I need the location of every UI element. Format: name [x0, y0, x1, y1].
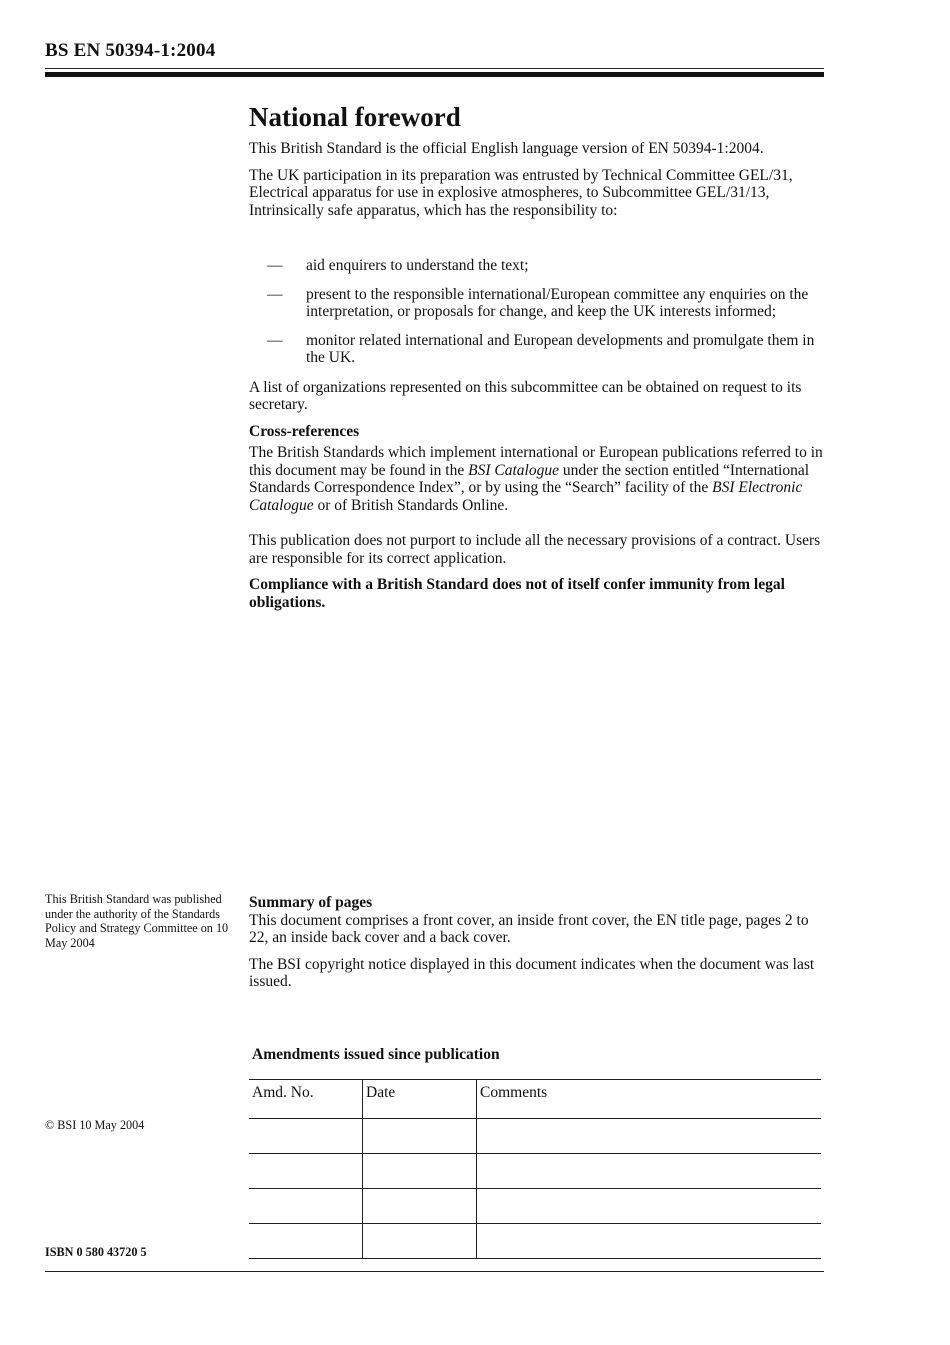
responsibility-list [249, 257, 827, 367]
list-item [249, 257, 827, 275]
provisions-paragraph: This publication does not purport to include all the necessary provisions of a contract. Users are responsible for its correct application. [249, 532, 821, 567]
table-cell [249, 1119, 363, 1154]
table-header-row [249, 1080, 821, 1119]
table-cell [363, 1119, 477, 1154]
header-rule-thin [45, 68, 824, 69]
table-cell [477, 1189, 822, 1224]
amendments-title: Amendments issued since publication [252, 1046, 500, 1063]
page-title: National foreword [249, 102, 461, 132]
bsi-catalogue-title: BSI Catalogue [468, 461, 559, 479]
table-row [249, 1224, 821, 1259]
publication-note: This British Standard was published under the authority of the Standards Policy and Strategy Committee on 10 May 2004 [45, 892, 229, 950]
table-row [249, 1189, 821, 1224]
table-cell [363, 1224, 477, 1259]
list-item [249, 332, 827, 367]
copyright-notice-paragraph: The BSI copyright notice displayed in this document indicates when the document was last issued. [249, 955, 815, 990]
compliance-statement: Compliance with a British Standard does not of itself confer immunity from legal obligations. [249, 576, 785, 611]
table-row [249, 1119, 821, 1154]
summary-paragraph: This document comprises a front cover, an inside front cover, the EN title page, pages 2 to 22, an inside back cover and a back cover. [249, 911, 809, 946]
intro-paragraph: This British Standard is the official English language version of EN 50394-1:2004. [249, 140, 764, 157]
organizations-paragraph: A list of organizations represented on this subcommittee can be obtained on request to its secretary. [249, 378, 802, 413]
list-item-text: monitor related international and European developments and promulgate them in the UK. [306, 331, 815, 366]
list-item-text: present to the responsible international/European committee any enquiries on the interpretation, or proposals for change, and keep the UK interests informed; [306, 285, 809, 320]
bsi-electronic-catalogue-title: BSI Electronic Catalogue [249, 479, 803, 514]
dash-marker: — [267, 331, 283, 349]
national-foreword [249, 100, 827, 620]
amendments-table [249, 1079, 821, 1259]
copyright-line: © BSI 10 May 2004 [45, 1118, 145, 1132]
header-rule-thick [45, 72, 824, 77]
committee-paragraph: The UK participation in its preparation was entrusted by Technical Committee GEL/31, Electrical apparatus for use in explosive atmospheres, to Subcommittee GEL/31/13, Intrinsically safe apparatus, which has the responsibility to: [249, 166, 793, 219]
column-header-comments: Comments [477, 1080, 822, 1119]
list-item [249, 286, 827, 321]
table-cell [249, 1224, 363, 1259]
isbn: ISBN 0 580 43720 5 [45, 1245, 147, 1259]
table-cell [477, 1154, 822, 1189]
table-row [249, 1154, 821, 1189]
crossref-text: The British Standards which implement international or European publications referred to in this document may be found in the [249, 444, 823, 479]
column-header-date: Date [363, 1080, 477, 1119]
document-code: BS EN 50394-1:2004 [45, 40, 216, 61]
table-cell [249, 1189, 363, 1224]
summary-heading: Summary of pages [249, 894, 373, 911]
table-cell [363, 1154, 477, 1189]
list-item-text: aid enquirers to understand the text; [306, 257, 529, 274]
crossref-paragraph [249, 444, 827, 514]
dash-marker: — [267, 285, 283, 303]
table-cell [477, 1224, 822, 1259]
crossref-text: under the section entitled “International Standards Correspondence Index”, or by using the “Search” facility of the [249, 461, 810, 496]
table-cell [363, 1189, 477, 1224]
column-header-amd-no: Amd. No. [249, 1080, 363, 1119]
dash-marker: — [267, 257, 283, 274]
crossref-text: or of British Standards Online. [313, 496, 509, 514]
footer-rule [45, 1271, 824, 1272]
table-cell [477, 1119, 822, 1154]
crossref-heading: Cross-references [249, 422, 360, 440]
summary-of-pages [249, 894, 829, 1000]
table-cell [249, 1154, 363, 1189]
